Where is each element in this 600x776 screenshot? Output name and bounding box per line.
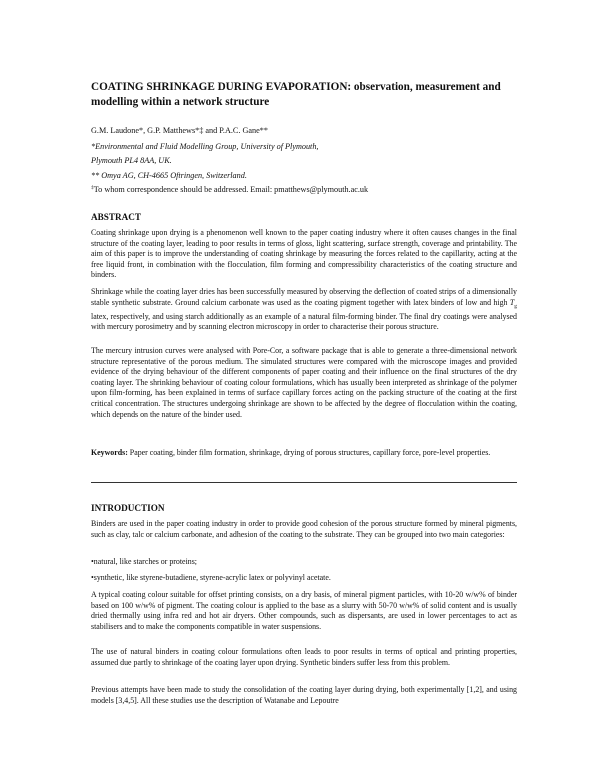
bullet-synthetic: •synthetic, like styrene-butadiene, styrene-acrylic latex or polyvinyl acetate. — [91, 573, 331, 582]
affiliation-1-line-1: *Environmental and Fluid Modelling Group, University of Plymouth, — [91, 142, 319, 151]
keywords-text: Paper coating, binder film formation, shrinkage, drying of porous structures, capillary force, pore-level properties. — [127, 448, 491, 457]
abstract-p3-text: The mercury intrusion curves were analysed with Pore-Cor, a software package that is able to generate a three-dimensional network structure representative of the porous medium. The simulated structures were compared with the microscope images and provided evidence of the drying behaviour of the different components of paper coating and their influence on the final structures of the dry coating layer. The shrinking behaviour of coating colour formulations, which has usually been interpreted as shrinkage of the polymer upon film-forming, has been explained in terms of surface capillary forces acting on the packing structure of the coating at the first critical concentration. The structures undergoing shrinkage are shown to be affected by the degree of flocculation within the coating, which depends on the nature of the binder used. — [91, 346, 517, 419]
intro-p4-text: Previous attempts have been made to study the consolidation of the coating layer during drying, both experimentally [1,2], and using models [3,4,5]. All these studies use the description of Watanabe and Lepoutre — [91, 685, 517, 705]
introduction-heading: INTRODUCTION — [91, 503, 165, 513]
intro-paragraph-4 — [91, 685, 517, 706]
affiliation-2: ** Omya AG, CH-4665 Oftringen, Switzerland. — [91, 171, 247, 180]
abstract-paragraph-3 — [91, 346, 517, 420]
abstract-heading: ABSTRACT — [91, 212, 142, 222]
abstract-p1-text: Coating shrinkage upon drying is a phenomenon well known to the paper coating industry where it often causes changes in the final structure of the coating layer, leading to poor results in terms of gloss, light scattering, surface strength, coverage and printability. The aim of this paper is to improve the understanding of coating shrinkage by measuring the forces related to the capillarity, acting at the free liquid front, in combination with the flocculation, film forming and compressibility characteristics of the coating structure and binders. — [91, 228, 517, 280]
intro-p2-text: A typical coating colour suitable for offset printing consists, on a dry basis, of mineral pigment particles, with 10-20 w/w% of binder based on 100 w/w% of pigment. The coating colour is applied to the base as a slurry with 50-70 w/w% of solid content and is usually dried thermally using infra red and hot air dryers. Other compounds, such as dispersants, are used in lower percentages to act as stabilisers and to make the components compatible in water suspensions. — [91, 590, 517, 631]
paper-title: COATING SHRINKAGE DURING EVAPORATION: observation, measurement and modelling within a network structure — [91, 81, 501, 108]
correspondence-text: To whom correspondence should be addressed. Email: pmatthews@plymouth.ac.uk — [93, 185, 369, 194]
tg-subscript: g — [514, 303, 517, 310]
abstract-p2-text-a: Shrinkage while the coating layer dries has been successfully measured by observing the deflection of coated strips of a dimensionally stable synthetic substrate. Ground calcium carbonate was used as the coating pigment together with latex binders of low and high — [91, 287, 517, 307]
abstract-paragraph-1 — [91, 228, 517, 281]
intro-paragraph-3 — [91, 647, 517, 668]
bullet-natural: •natural, like starches or proteins; — [91, 557, 197, 566]
intro-paragraph-2 — [91, 590, 517, 632]
correspondence-note — [91, 184, 368, 196]
abstract-p2-text-b: latex, respectively, and using starch additionally as an example of a natural film-forming binder. The final dry coatings were analysed with mercury porosimetry and by scanning electron microscopy in order to characterise their porous structure. — [91, 311, 517, 332]
tg-symbol: T — [509, 297, 515, 307]
keywords-label: Keywords: — [91, 448, 128, 457]
section-divider — [91, 482, 517, 483]
authors: G.M. Laudone*, G.P. Matthews*‡ and P.A.C. Gane** — [91, 126, 268, 135]
affiliation-1-line-2: Plymouth PL4 8AA, UK. — [91, 156, 172, 165]
intro-p3-text: The use of natural binders in coating colour formulations often leads to poor results in terms of optical and printing properties, assumed due partly to shrinkage of the coating layer upon drying. Synthetic binders suffer less from this problem. — [91, 647, 517, 667]
abstract-paragraph-2 — [91, 287, 517, 333]
keywords — [91, 448, 517, 459]
intro-p1-text: Binders are used in the paper coating industry in order to provide good cohesion of the porous structure formed by mineral pigments, such as clay, talc or calcium carbonate, and adhesion of the coating to the substrate. They can be grouped into two main categories: — [91, 519, 517, 539]
correspondence-mark: ‡ — [91, 184, 94, 191]
intro-paragraph-1 — [91, 519, 517, 540]
